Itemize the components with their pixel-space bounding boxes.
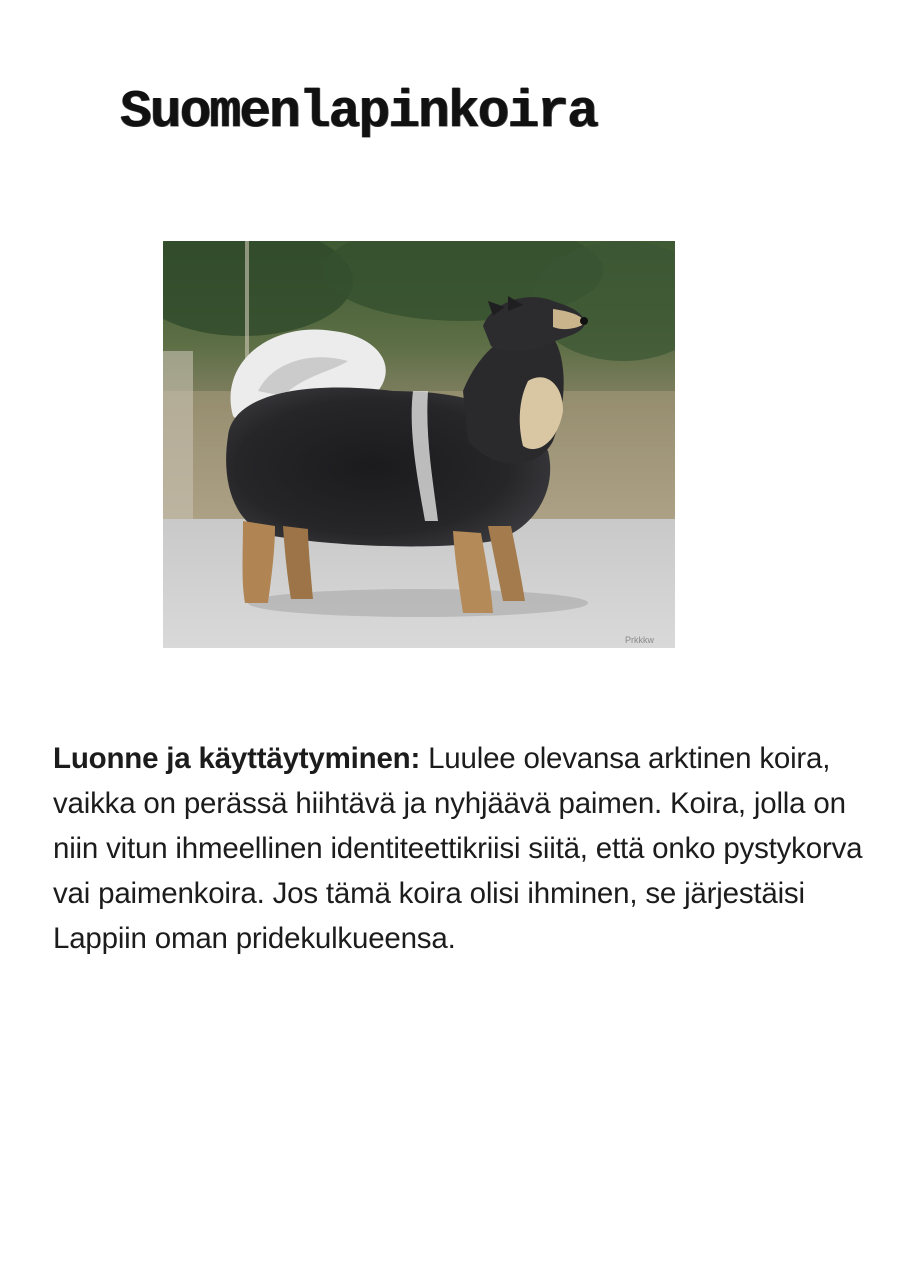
page-title: Suomenlapinkoira xyxy=(120,82,597,142)
dog-photo xyxy=(163,241,675,648)
description-lead: Luonne ja käyttäytyminen: xyxy=(53,742,421,775)
breed-description xyxy=(53,736,893,961)
photo-watermark: Prkkkw xyxy=(625,635,654,645)
description-text: Luulee olevansa arktinen koira, vaikka on perässä hiihtävä ja nyhjäävä paimen. Koira, jolla on niin vitun ihmeellinen identiteettikriisi siitä, että onko pystykorva vai paimenkoira. Jos tämä koira olisi ihminen, se järjestäisi Lappiin oman pridekulkueensa. xyxy=(53,742,863,955)
